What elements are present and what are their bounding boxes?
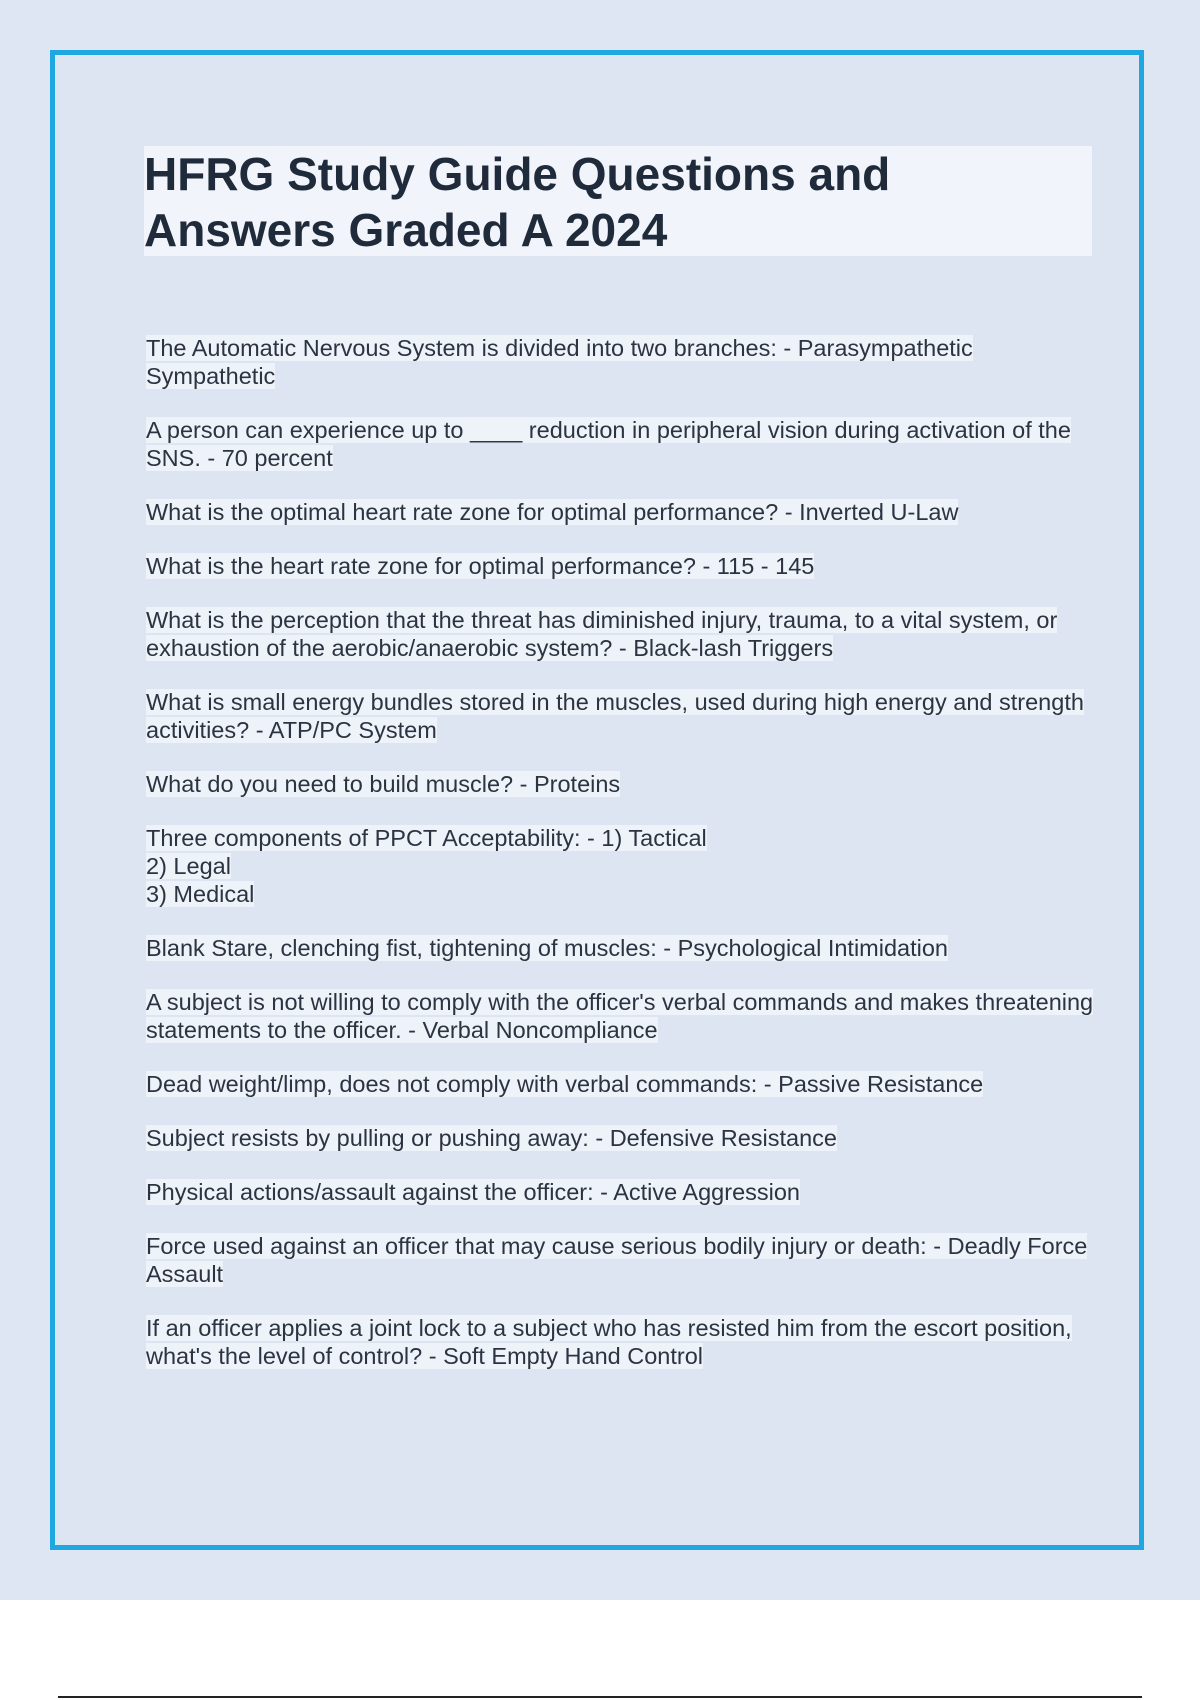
qa-item (146, 1070, 1096, 1098)
qa-text: What do you need to build muscle? - Proteins (146, 771, 621, 797)
qa-text: Blank Stare, clenching fist, tightening of muscles: - Psychological Intimidation (146, 935, 949, 961)
qa-text: What is the optimal heart rate zone for optimal performance? - Inverted U-Law (146, 499, 959, 525)
qa-item (146, 334, 1096, 390)
qa-item (146, 824, 1096, 908)
footer-divider (58, 1696, 1142, 1698)
qa-item (146, 770, 1096, 798)
qa-item (146, 416, 1096, 472)
qa-item (146, 606, 1096, 662)
qa-text: If an officer applies a joint lock to a subject who has resisted him from the escort position, what's the level of control? - Soft Empty Hand Control (146, 1315, 1072, 1369)
qa-text: Dead weight/limp, does not comply with verbal commands: - Passive Resistance (146, 1071, 984, 1097)
qa-item (146, 1124, 1096, 1152)
qa-item (146, 934, 1096, 962)
qa-item (146, 1232, 1096, 1288)
qa-item (146, 498, 1096, 526)
qa-text: A subject is not willing to comply with the officer's verbal commands and makes threatening statements to the officer. - Verbal Noncompliance (146, 989, 1094, 1043)
qa-item (146, 552, 1096, 580)
qa-item (146, 1314, 1096, 1370)
qa-text: What is the heart rate zone for optimal performance? - 115 - 145 (146, 553, 815, 579)
qa-item (146, 1178, 1096, 1206)
qa-text: The Automatic Nervous System is divided into two branches: - Parasympathetic Sympathetic (146, 335, 973, 389)
qa-text: Force used against an officer that may cause serious bodily injury or death: - Deadly Force Assault (146, 1233, 1088, 1287)
qa-text: Physical actions/assault against the officer: - Active Aggression (146, 1179, 800, 1205)
qa-text: Subject resists by pulling or pushing away: - Defensive Resistance (146, 1125, 837, 1151)
qa-item (146, 988, 1096, 1044)
qa-text: What is small energy bundles stored in the muscles, used during high energy and strength activities? - ATP/PC System (146, 689, 1084, 743)
document-title: HFRG Study Guide Questions and Answers Graded A 2024 (144, 146, 1092, 256)
qa-text: What is the perception that the threat has diminished injury, trauma, to a vital system, or exhaustion of the aerobic/anaerobic system? - Black-lash Triggers (146, 607, 1058, 661)
qa-list (146, 334, 1096, 1396)
qa-item (146, 688, 1096, 744)
qa-text: A person can experience up to ____ reduction in peripheral vision during activation of the SNS. - 70 percent (146, 417, 1071, 471)
qa-text: Three components of PPCT Acceptability: - 1) Tactical 2) Legal 3) Medical (146, 825, 707, 907)
